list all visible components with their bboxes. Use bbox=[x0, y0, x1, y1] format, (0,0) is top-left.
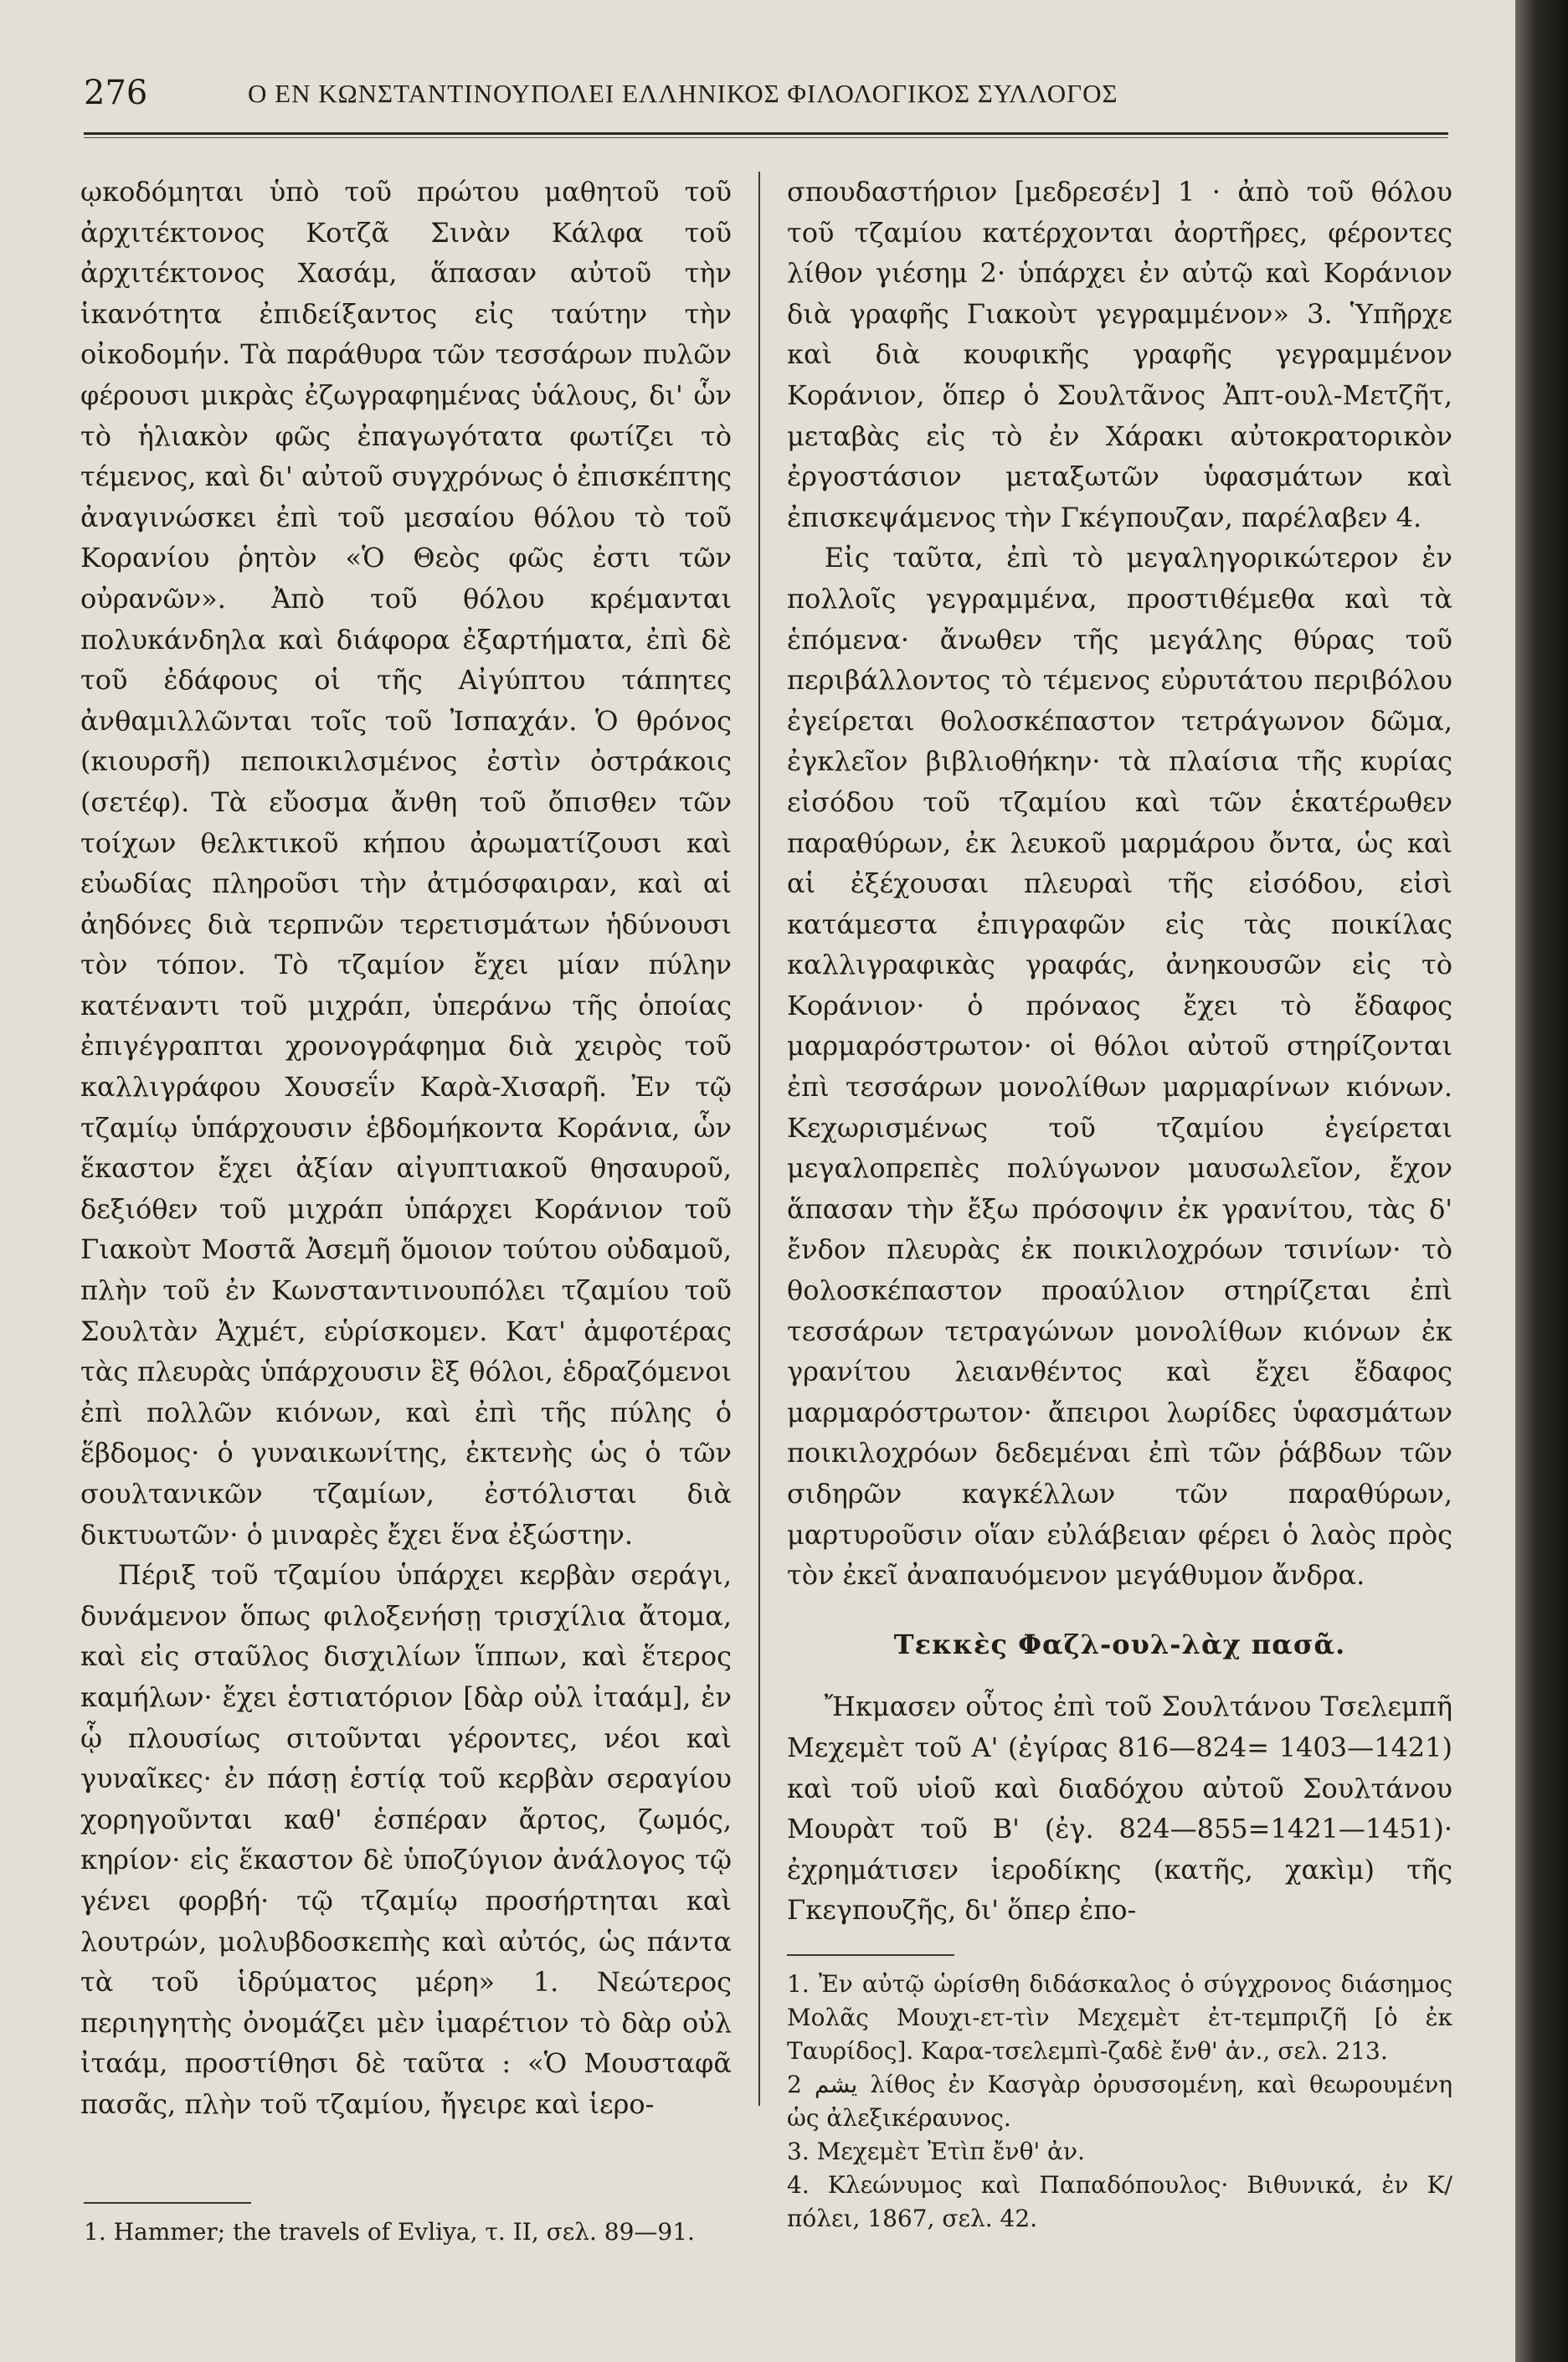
right-column bbox=[787, 172, 1452, 1931]
section-title: Τεκκὲς Φαζλ-ουλ-λὰχ πασᾶ. bbox=[893, 1628, 1346, 1660]
header-rule bbox=[84, 132, 1448, 135]
column-divider bbox=[758, 172, 760, 2106]
footnote-right-4: 4. Κλεώνυμος καὶ Παπαδόπουλος· Βιθυνικά, ἐν Κ/πόλει, 1867, σελ. 42. bbox=[787, 2171, 1452, 2232]
footnote-rule-left bbox=[84, 2202, 251, 2204]
left-paragraph-2: Πέριξ τοῦ τζαμίου ὑπάρχει κερβὰν σεράγι, δυνάμενον ὅπως φιλοξενήσῃ τρισχίλια ἄτομα, καὶ εἰς σταῦλος δισχιλίων ἵππων, καὶ ἕτερος καμήλων· ἔχει ἑστιατόριον [δὰρ οὐλ ἰταάμ], ἐν ᾧ πλουσίως σιτοῦνται γέροντες, νέοι καὶ γυναῖκες· ἐν πάσῃ ἑστίᾳ τοῦ κερβὰν σεραγίου χορηγοῦνται καθ' ἑσπέραν ἄρτος, ζωμός, κηρίον· εἰς ἕκαστον δὲ ὑποζύγιον ἀνάλογος τῷ γένει φορβή· τῷ τζαμίῳ προσήρτηται καὶ λουτρών, μολυβδοσκεπὴς καὶ αὐτός, ὡς πάντα τὰ τοῦ ἱδρύματος μέρη» 1. Νεώτερος περιηγητὴς ὀνομάζει μὲν ἰμαρέτιον τὸ δὰρ οὐλ ἰταάμ, προστίθησι δὲ ταῦτα : «Ὁ Μουσταφᾶ πασᾶς, πλὴν τοῦ τζαμίου, ἤγειρε καὶ ἱερο- bbox=[80, 1559, 732, 2120]
page-number: 276 bbox=[84, 74, 148, 112]
footnote-rule-right bbox=[787, 1954, 954, 1956]
footnotes-right bbox=[787, 1968, 1452, 2236]
book-spine-edge bbox=[1515, 0, 1568, 2362]
section-paragraph: Ἤκμασεν οὗτος ἐπὶ τοῦ Σουλτάνου Τσελεμπῆ Μεχεμὲτ τοῦ Α' (ἐγίρας 816—824= 1403—1421) καὶ τοῦ υἱοῦ καὶ διαδόχου αὐτοῦ Σουλτάνου Μουρὰτ τοῦ Β' (ἐγ. 824—855=1421—1451)· ἐχρημάτισεν ἱεροδίκης (κατῆς, χακὶμ) τῆς Γκεγπουζῆς, δι' ὅπερ ἐπο- bbox=[787, 1690, 1452, 1927]
footnote-right-1: 1. Ἐν αὐτῷ ὡρίσθη διδάσκαλος ὁ σύγχρονος διάσημος Μολᾶς Μουχι-ετ-τὶν Μεχεμὲτ ἐτ-τεμπριζῆ [ὁ ἐκ Ταυρίδος]. Καρα-τσελεμπὶ-ζαδὲ ἔνθ' ἀν., σελ. 213. bbox=[787, 1970, 1452, 2065]
footnote-right-3: 3. Μεχεμὲτ Ἐτὶπ ἔνθ' ἀν. bbox=[787, 2138, 1085, 2165]
header-rule-thin bbox=[84, 137, 1448, 138]
footnote-left-1: 1. Hammer; the travels of Evliya, τ. II, σελ. 89—91. bbox=[84, 2218, 695, 2246]
footnotes-left bbox=[84, 2215, 728, 2249]
right-paragraph-2: Εἰς ταῦτα, ἐπὶ τὸ μεγαληγορικώτερον ἐν πολλοῖς γεγραμμένα, προστιθέμεθα καὶ τὰ ἑπόμενα· ἄνωθεν τῆς μεγάλης θύρας τοῦ περιβάλλοντος τὸ τέμενος εὐρυτάτου περιβόλου ἐγείρεται θολοσκέπαστον τετράγωνον δῶμα, ἐγκλεῖον βιβλιοθήκην· τὰ πλαίσια τῆς κυρίας εἰσόδου τοῦ τζαμίου καὶ τῶν ἑκατέρωθεν παραθύρων, ἐκ λευκοῦ μαρμάρου ὄντα, ὡς καὶ αἱ ἐξέχουσαι πλευραὶ τῆς εἰσόδου, εἰσὶ κατάμεστα ἐπιγραφῶν εἰς τὰς ποικίλας καλλιγραφικὰς γραφάς, ἀνηκουσῶν εἰς τὸ Κοράνιον· ὁ πρόναος ἔχει τὸ ἔδαφος μαρμαρόστρωτον· οἱ θόλοι αὐτοῦ στηρίζονται ἐπὶ τεσσάρων μονολίθων μαρμαρίνων κιόνων. Κεχωρισμένως τοῦ τζαμίου ἐγείρεται μεγαλοπρεπὲς πολύγωνον μαυσωλεῖον, ἔχον ἅπασαν τὴν ἔξω πρόσοψιν ἐκ γρανίτου, τὰς δ' ἔνδον πλευρὰς ἐκ ποικιλοχρόων τσινίων· τὸ θολοσκέπαστον προαύλιον στηρίζεται ἐπὶ τεσσάρων τετραγώνων μονολίθων κιόνων ἐκ γρανίτου λειανθέντος καὶ ἔχει ἔδαφος μαρμαρόστρωτον· ἄπειροι λωρίδες ὑφασμάτων ποικιλοχρόων δεδεμέναι ἐπὶ τῶν ῥάβδων τῶν σιδηρῶν καγκέλλων τῶν παραθύρων, μαρτυροῦσιν οἵαν εὐλάβειαν φέρει ὁ λαὸς πρὸς τὸν ἐκεῖ ἀναπαυόμενον μεγάθυμον ἄνδρα. bbox=[787, 542, 1452, 1592]
left-paragraph-1: ῳκοδόμηται ὑπὸ τοῦ πρώτου μαθητοῦ τοῦ ἀρχιτέκτονος Κοτζᾶ Σινὰν Κάλφα τοῦ ἀρχιτέκτονος Χασάμ, ἅπασαν αὐτοῦ τὴν ἱκανότητα ἐπιδείξαντος εἰς ταύτην τὴν οἰκοδομήν. Τὰ παράθυρα τῶν τεσσάρων πυλῶν φέρουσι μικρὰς ἐζωγραφημένας ὑάλους, δι' ὧν τὸ ἡλιακὸν φῶς ἐπαγωγότατα φωτίζει τὸ τέμενος, καὶ δι' αὐτοῦ συγχρόνως ὁ ἐπισκέπτης ἀναγινώσκει ἐπὶ τοῦ μεσαίου θόλου τὸ τοῦ Κορανίου ῥητὸν «Ὁ Θεὸς φῶς ἐστι τῶν οὐρανῶν». Ἀπὸ τοῦ θόλου κρέμανται πολυκάνδηλα καὶ διάφορα ἐξαρτήματα, ἐπὶ δὲ τοῦ ἐδάφους οἱ τῆς Αἰγύπτου τάπητες ἀνθαμιλλῶνται τοῖς τοῦ Ἰσπαχάν. Ὁ θρόνος (κιουρσῆ) πεποικιλσμένος ἐστὶν ὀστράκοις (σετέφ). Τὰ εὔοσμα ἄνθη τοῦ ὄπισθεν τῶν τοίχων θελκτικοῦ κήπου ἀρωματίζουσι καὶ εὐωδίας πληροῦσι τὴν ἀτμόσφαιραν, καὶ αἱ ἀηδόνες διὰ τερπνῶν τερετισμάτων ἡδύνουσι τὸν τόπον. Τὸ τζαμίον ἔχει μίαν πύλην κατέναντι τοῦ μιχράπ, ὑπεράνω τῆς ὁποίας ἐπιγέγραπται χρονογράφημα διὰ χειρὸς τοῦ καλλιγράφου Χουσεΐν Καρὰ-Χισαρῆ. Ἐν τῷ τζαμίῳ ὑπάρχουσιν ἑβδομήκοντα Κοράνια, ὧν ἕκαστον ἔχει ἀξίαν αἰγυπτιακοῦ θησαυροῦ, δεξιόθεν τοῦ μιχράπ ὑπάρχει Κοράνιον τοῦ Γιακοὺτ Μοστᾶ Ἀσεμῆ ὅμοιον τούτου οὐδαμοῦ, πλὴν τοῦ ἐν Κωνσταντινουπόλει τζαμίου τοῦ Σουλτὰν Ἀχμέτ, εὑρίσκομεν. Κατ' ἀμφοτέρας τὰς πλευρὰς ὑπάρχουσιν ἓξ θόλοι, ἑδραζόμενοι ἐπὶ πολλῶν κιόνων, καὶ ἐπὶ τῆς πύλης ὁ ἕβδομος· ὁ γυναικωνίτης, ἐκτενὴς ὡς ὁ τῶν σουλτανικῶν τζαμίων, ἐστόλισται διὰ δικτυωτῶν· ὁ μιναρὲς ἔχει ἕνα ἐξώστην. bbox=[80, 176, 732, 1551]
left-column bbox=[80, 172, 732, 2125]
right-paragraph-1: σπουδαστήριον [μεδρεσέν] 1 · ἀπὸ τοῦ θόλου τοῦ τζαμίου κατέρχονται ἀορτῆρες, φέροντες λίθον γιέσημ 2· ὑπάρχει ἐν αὐτῷ καὶ Κοράνιον διὰ γραφῆς Γιακοὺτ γεγραμμένον» 3. Ὑπῆρχε καὶ διὰ κουφικῆς γραφῆς γεγραμμένον Κοράνιον, ὅπερ ὁ Σουλτᾶνος Ἀπτ-ουλ-Μετζῆτ, μεταβὰς εἰς τὸ ἐν Χάρακι αὐτοκρατορικὸν ἐργοστάσιον μεταξωτῶν ὑφασμάτων καὶ ἐπισκεψάμενος τὴν Γκέγπουζαν, παρέλαβεν 4. bbox=[787, 176, 1452, 533]
footnote-right-2: 2 يشم λίθος ἐν Κασγὰρ ὀρυσσομένη, καὶ θεωρουμένη ὡς ἀλεξικέραυνος. bbox=[787, 2071, 1453, 2132]
page-header bbox=[84, 74, 1448, 124]
running-title: Ο ΕΝ ΚΩΝΣΤΑΝΤΙΝΟΥΠΟΛΕΙ ΕΛΛΗΝΙΚΟΣ ΦΙΛΟΛΟΓΙΚΟΣ ΣΥΛΛΟΓΟΣ bbox=[248, 79, 1118, 108]
